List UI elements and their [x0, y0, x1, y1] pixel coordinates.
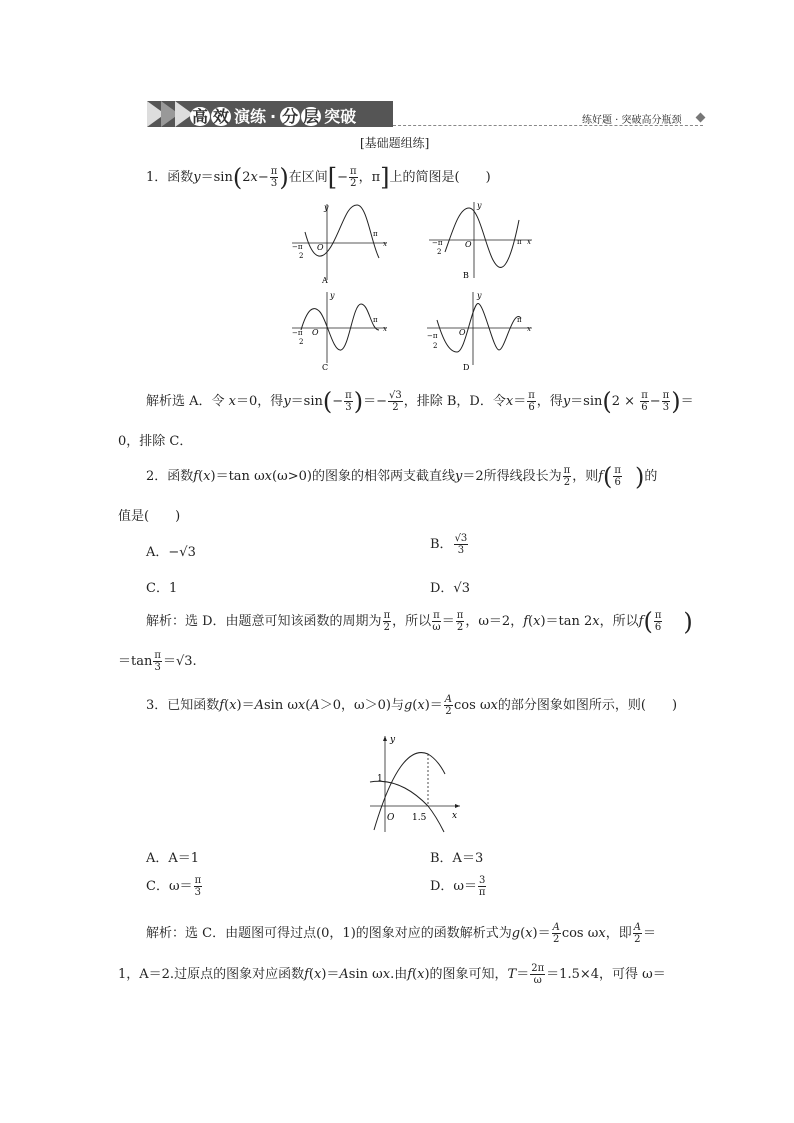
svg-text:−π: −π: [292, 329, 303, 337]
svg-text:−π: −π: [427, 332, 438, 340]
header-right-text: 练好题 · 突破高分瓶颈: [582, 115, 682, 126]
q1-solution-line1: 解析选 A．令 x＝0，得y＝sin(− $\frac{\pi}{3}$ )＝− $\frac{√3}{2}$ ，排除 B，D．令x＝ $\frac{\pi}{6}$ ，得y＝sin(2 × $\frac{\pi}{6}$ − $\frac{\pi}{3}$ )＝: [146, 387, 694, 416]
q2-stem-line2: 值是( ): [118, 509, 181, 524]
svg-text:O: O: [387, 813, 395, 823]
q2-solution-line2: ＝tan $\frac{\pi}{3}$ ＝√3.: [118, 650, 197, 673]
svg-text:1: 1: [377, 774, 383, 784]
q1-solution-line2: 0，排除 C．: [118, 434, 193, 449]
svg-text:x: x: [527, 238, 531, 246]
q2-stem-line1: 2．函数f(x)＝tan ωx(ω>0)的图象的相邻两支截直线y＝2所得线段长为 $\frac{\pi}{2}$ ，则f( $\frac{\pi}{6}$ )的: [146, 462, 658, 491]
q3-graph: [360, 732, 470, 837]
q3-solution-line1: 解析：选 C．由题图可得过点(0，1)的图象对应的函数解析式为g(x)＝ $\frac{A}{2}$ cos ωx，即 $\frac{A}{2}$ ＝: [146, 922, 656, 945]
q3-solution-line2: 1，A＝2.过原点的图象对应函数f(x)＝Asin ωx.由f(x)的图象可知，T＝ $\frac{2\pi}{\omega}$ ＝1.5×4，可得 ω＝: [118, 963, 666, 986]
q2-option-d: D．√3: [430, 581, 470, 596]
q3-option-b: B．A＝3: [430, 851, 484, 866]
svg-text:D: D: [463, 363, 470, 372]
q2-option-b: B． $\frac{√3}{3}$: [430, 533, 468, 556]
banner-title: 高 效 演练 · 分 层 突破: [192, 107, 357, 126]
svg-text:2: 2: [433, 342, 438, 350]
svg-text:−π: −π: [292, 243, 303, 251]
q3-option-c: C．ω＝ $\frac{\pi}{3}$: [146, 875, 202, 898]
svg-text:y: y: [390, 735, 396, 745]
svg-text:x: x: [527, 325, 531, 333]
svg-text:x: x: [383, 325, 387, 333]
svg-text:y: y: [324, 203, 329, 212]
svg-text:π: π: [517, 316, 522, 324]
graph-a: [292, 203, 387, 285]
q2-option-c: C．1: [146, 581, 178, 596]
svg-text:x: x: [452, 811, 458, 821]
svg-text:π: π: [517, 238, 522, 246]
svg-text:O: O: [312, 328, 319, 337]
svg-text:C: C: [322, 363, 329, 372]
svg-text:x: x: [383, 240, 387, 248]
svg-text:y: y: [330, 291, 335, 300]
q2-option-a: A．−√3: [146, 545, 196, 560]
graph-label-a: A: [322, 276, 328, 285]
graph-c: [292, 291, 387, 372]
q1-option-graphs: [287, 200, 547, 380]
section-title: [基础题组练]: [360, 136, 430, 150]
q3-stem: 3．已知函数f(x)＝Asin ωx(A＞0，ω＞0)与g(x)＝ $\frac{A}{2}$ cos ωx的部分图象如图所示，则( ): [146, 694, 678, 717]
svg-text:O: O: [317, 243, 324, 252]
svg-text:O: O: [465, 240, 472, 249]
svg-text:−π: −π: [432, 239, 443, 247]
graph-d: [427, 291, 532, 372]
svg-text:π: π: [373, 230, 378, 238]
svg-text:y: y: [477, 291, 482, 300]
svg-text:2: 2: [437, 248, 442, 256]
diamond-icon: [696, 113, 706, 123]
svg-text:π: π: [373, 316, 378, 324]
q2-solution-line1: 解析：选 D．由题意可知该函数的周期为 $\frac{\pi}{2}$ ，所以 $\frac{\pi}{\omega}$ ＝ $\frac{\pi}{2}$ ，ω＝2，f(x)＝tan 2x，所以f( $\frac{\pi}{6}$ ): [146, 607, 693, 636]
q1-stem: 1．函数y＝sin(2x− $\frac{\pi}{3}$ )在区间[− $\frac{\pi}{2}$ ，π]上的简图是( ): [146, 163, 491, 192]
graph-b: [429, 201, 532, 280]
q3-option-a: A．A＝1: [146, 851, 200, 866]
svg-text:O: O: [459, 328, 466, 337]
svg-text:2: 2: [299, 338, 304, 346]
svg-text:y: y: [477, 201, 482, 210]
svg-text:1.5: 1.5: [412, 813, 427, 823]
svg-text:B: B: [463, 271, 469, 280]
svg-text:2: 2: [299, 252, 304, 260]
q3-option-d: D．ω＝ $\frac{3}{\pi}$: [430, 875, 486, 898]
